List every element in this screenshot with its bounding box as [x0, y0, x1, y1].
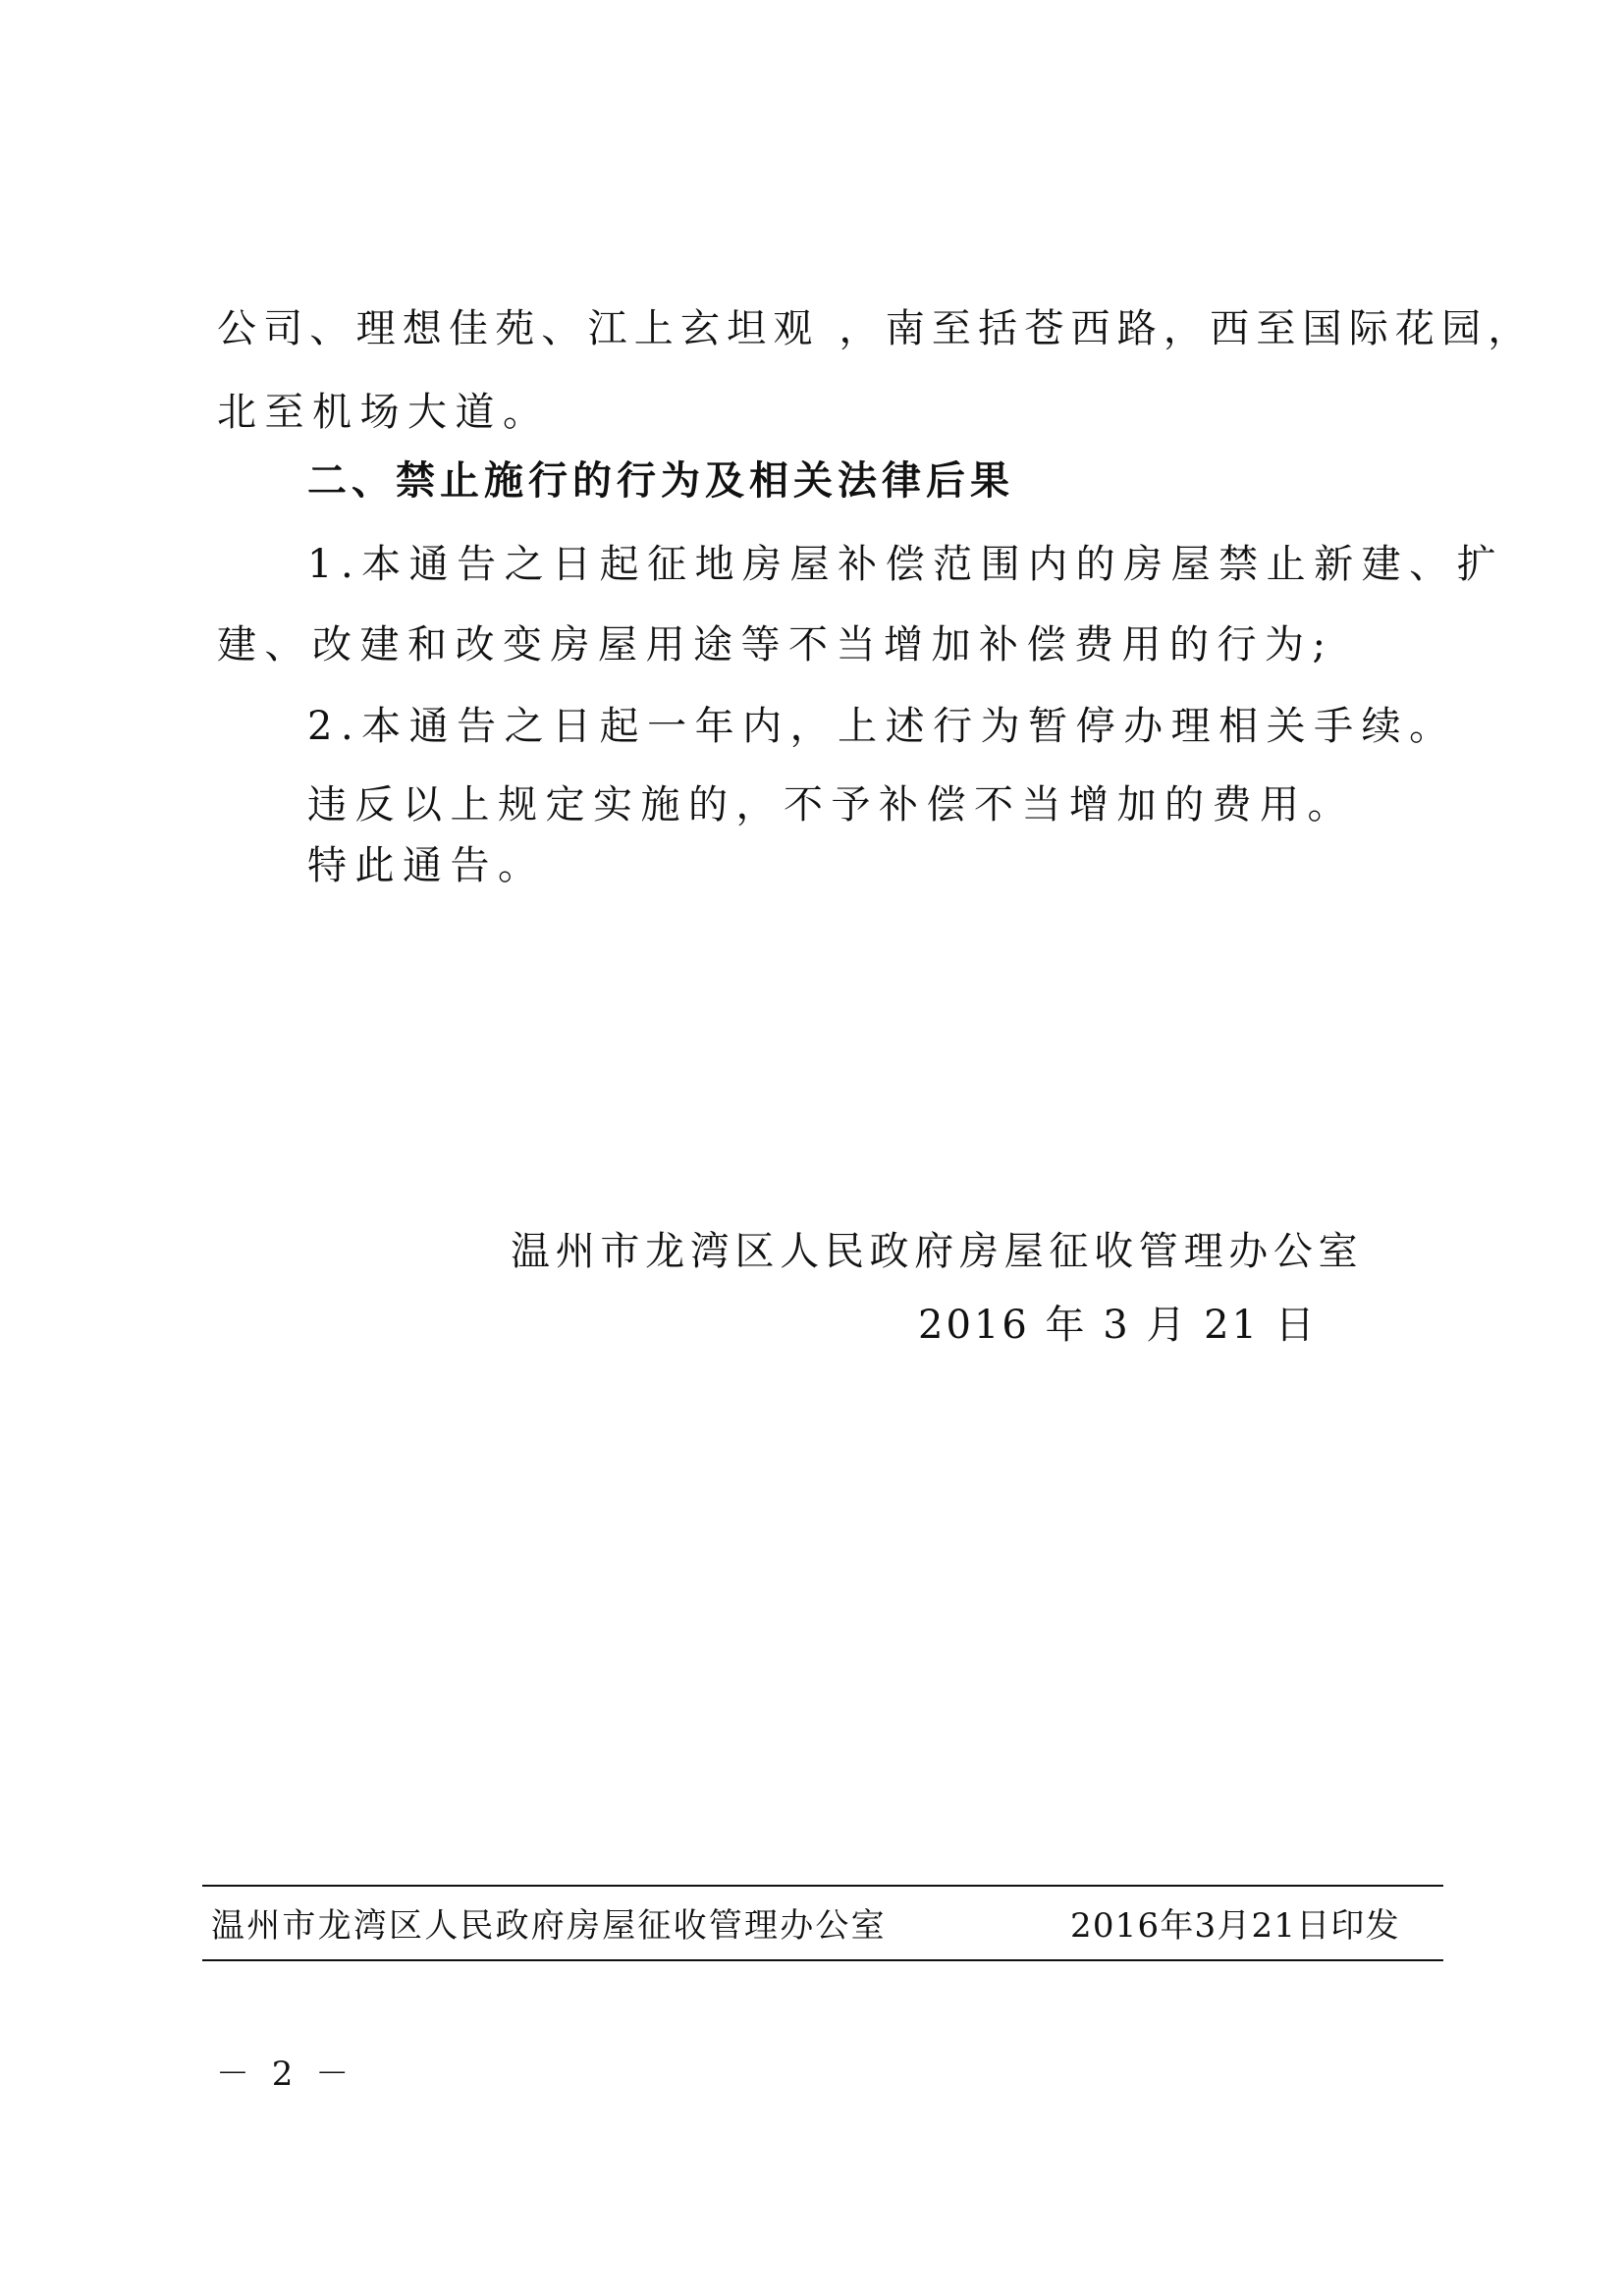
body-text-line: 公司、理想佳苑、江上玄坦观 ，南至括苍西路，西至国际花园， — [217, 306, 1535, 351]
footer-issuer: 温州市龙湾区人民政府房屋征收管理办公室 — [211, 1906, 887, 1946]
closing-statement: 特此通告。 — [307, 843, 546, 888]
signature-organization: 温州市龙湾区人民政府房屋征收管理办公室 — [511, 1229, 1364, 1274]
page-number: － 2 － — [216, 2055, 355, 2094]
numbered-item-1-line-1: 1.本通告之日起征地房屋补偿范围内的房屋禁止新建、扩 — [307, 542, 1505, 587]
section-heading: 二、禁止施行的行为及相关法律后果 — [307, 458, 1014, 504]
footer-issue-date: 2016年3月21日印发 — [1070, 1906, 1400, 1946]
body-text-line: 北至机场大道。 — [217, 390, 551, 435]
numbered-item-1-line-2: 建、改建和改变房屋用途等不当增加补偿费用的行为; — [217, 622, 1334, 667]
numbered-item-2: 2.本通告之日起一年内，上述行为暂停办理相关手续。 — [307, 704, 1457, 749]
footer-top-rule — [202, 1885, 1443, 1887]
violation-note: 违反以上规定实施的，不予补偿不当增加的费用。 — [307, 782, 1355, 828]
signature-date: 2016 年 3 月 21 日 — [918, 1303, 1318, 1348]
footer-bottom-rule — [202, 1959, 1443, 1961]
